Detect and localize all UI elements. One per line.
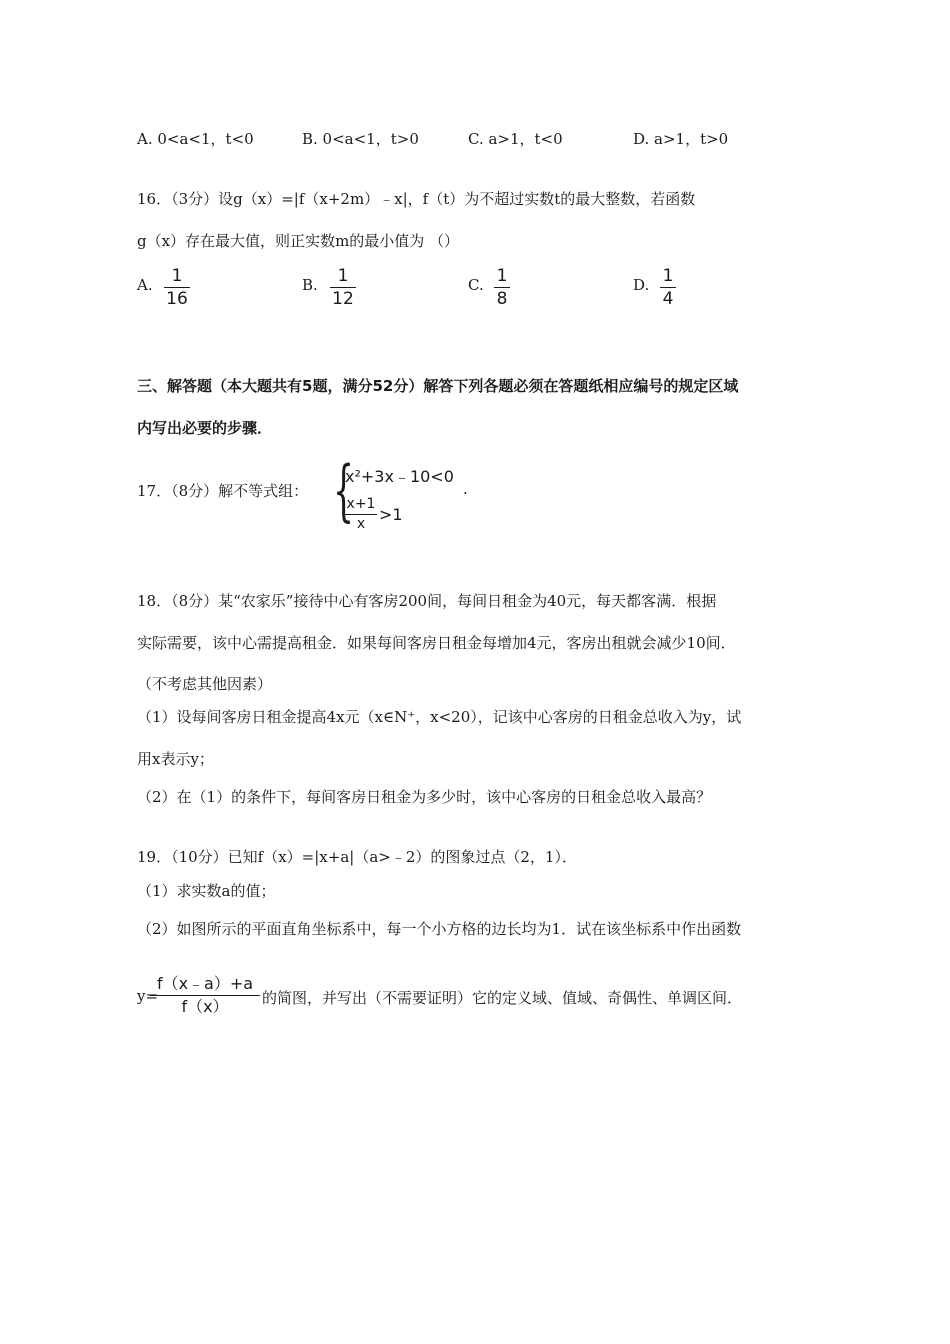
q15-option-a: A. 0<a<1，t<0 (137, 130, 254, 148)
q17-inequality-2-relation: >1 (379, 505, 403, 524)
q16-line2: g（x）存在最大值，则正实数m的最小值为 （） (137, 232, 460, 250)
fraction-bar (345, 514, 377, 515)
fraction-denominator: 8 (496, 289, 508, 309)
fraction-numerator: x+1 (346, 496, 376, 512)
left-brace: { (333, 452, 354, 529)
q17-inequality-1: x²+3x﹣10<0 (345, 467, 454, 486)
fraction-denominator: 12 (332, 289, 354, 309)
fraction-denominator: 4 (662, 289, 674, 309)
q17-suffix: . (463, 480, 468, 498)
fraction-bar (494, 287, 510, 288)
fraction-numerator: 1 (496, 266, 508, 286)
q19-line2: （1）求实数a的值； (137, 882, 276, 900)
q18-line1: 18．（8分）某“农家乐”接待中心有客房200间，每间日租金为40元，每天都客满．根据 (137, 592, 717, 610)
q16-option-label: D. (633, 276, 650, 294)
section3-heading-line2: 内写出必要的步骤． (137, 419, 273, 437)
q19-line4: 的简图，并写出（不需要证明）它的定义域、值域、奇偶性、单调区间． (262, 989, 743, 1007)
fraction-bar (164, 287, 190, 288)
q15-option-c: C. a>1，t<0 (468, 130, 563, 148)
fraction-numerator: f（x﹣a）+a (156, 974, 254, 993)
q16-option-fraction (330, 266, 356, 309)
q15-option-b: B. 0<a<1，t>0 (302, 130, 419, 148)
q15-option-d: D. a>1，t>0 (633, 130, 729, 148)
q19-line3: （2）如图所示的平面直角坐标系中，每一个小方格的边长均为1．试在该坐标系中作出函数 (137, 920, 742, 938)
fraction-bar (660, 287, 676, 288)
q19-fraction (150, 974, 260, 1017)
fraction-denominator: f（x） (181, 997, 229, 1016)
q18-line2: 实际需要，该中心需提高租金．如果每间客房日租金每增加4元，客房出租就会减少10间． (137, 634, 736, 652)
q16-option-label: A. (137, 276, 153, 294)
q16-line1: 16．（3分）设g（x）=|f（x+2m）﹣x|，f（t）为不超过实数t的最大整数，若函数 (137, 190, 696, 208)
fraction-numerator: 1 (662, 266, 674, 286)
fraction-numerator: 1 (337, 266, 349, 286)
fraction-bar (150, 995, 260, 996)
q19-y-prefix: y= (137, 987, 159, 1005)
fraction-numerator: 1 (171, 266, 183, 286)
q18-line4: （1）设每间客房日租金提高4x元（x∈N⁺，x<20），记该中心客房的日租金总收入为y，试 (137, 708, 742, 726)
q17-fraction (345, 496, 377, 533)
q19-line1: 19．（10分）已知f（x）=|x+a|（a>﹣2）的图象过点（2，1）． (137, 848, 577, 866)
fraction-denominator: x (356, 516, 366, 532)
q16-option-fraction (494, 266, 510, 309)
fraction-bar (330, 287, 356, 288)
fraction-denominator: 16 (166, 289, 188, 309)
q18-line3: （不考虑其他因素） (137, 675, 273, 693)
q17-prefix: 17．（8分）解不等式组： (137, 482, 309, 500)
q16-option-label: B. (302, 276, 318, 294)
q16-option-fraction (660, 266, 676, 309)
q16-option-label: C. (468, 276, 484, 294)
q16-option-fraction (164, 266, 190, 309)
q18-line5: 用x表示y； (137, 750, 214, 768)
q18-line6: （2）在（1）的条件下，每间客房日租金为多少时，该中心客房的日租金总收入最高？ (137, 788, 712, 806)
section3-heading-line1: 三、解答题（本大题共有5题，满分52分）解答下列各题必须在答题纸相应编号的规定区域 (137, 377, 739, 395)
